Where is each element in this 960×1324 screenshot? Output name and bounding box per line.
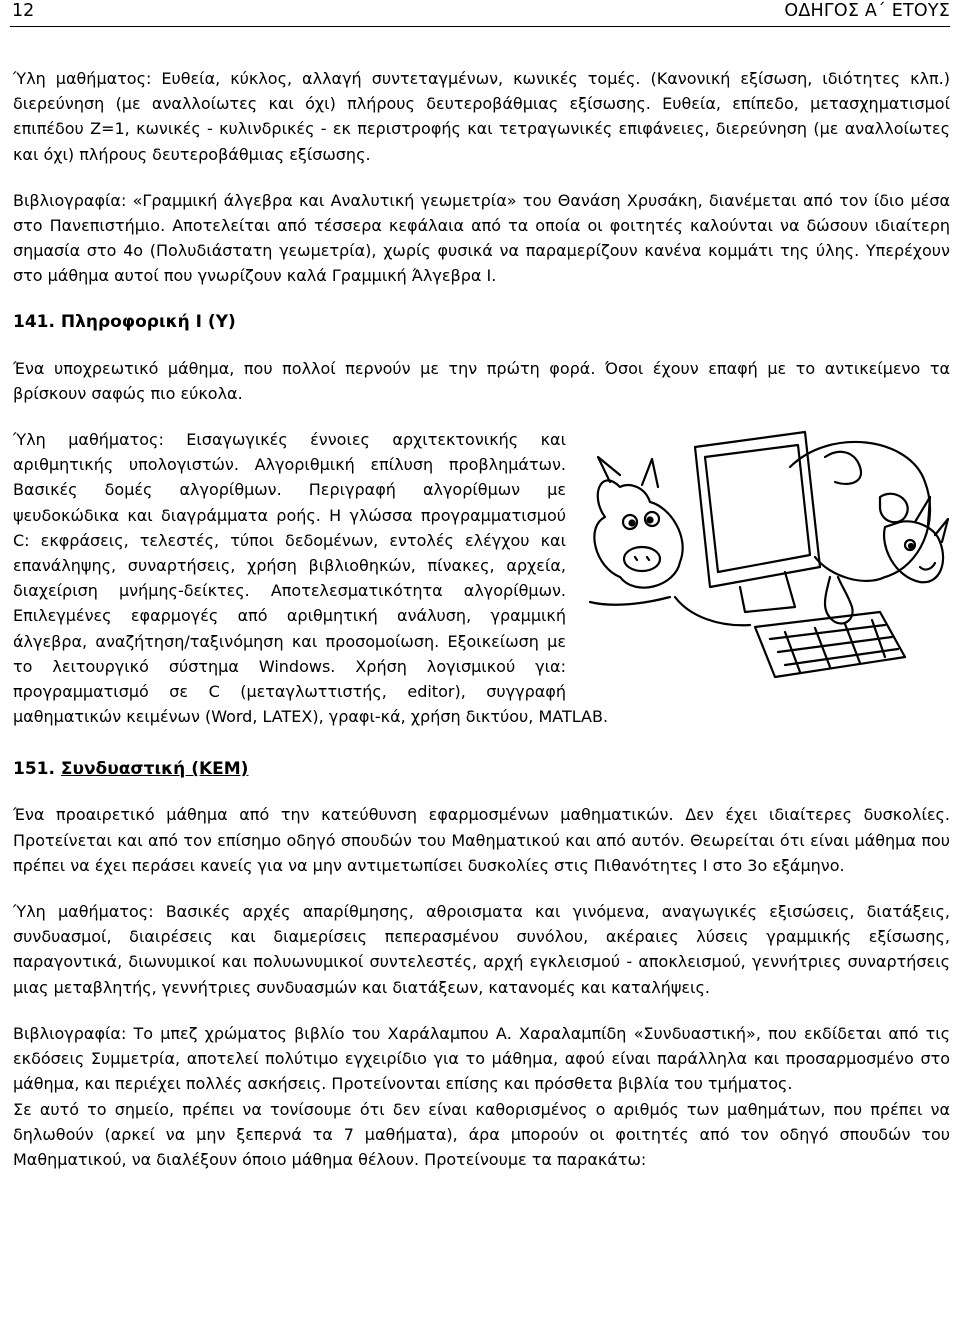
paragraph-syllabus-informatics: Ύλη μαθήματος: Εισαγωγικές έννοιες αρχιτεκτονικής και αριθμητικής υπολογιστών. Αλγοριθμική επίλυση προβλημάτων. Βασικές δομές αλγορίθμων. Περιγραφή αλγορίθμων με ψευδοκώδικα και διαγράμματα ροής. Η γλώσσα προγραμματισμού C: εκφράσεις, τελεστές, τύποι δεδομένων, εντολές ελέγχου και επανάληψης, συναρτήσεις, χρήση βιβλιοθηκών, πίνακες, αρχεία, διαχείριση μνήμης-δείκτες. Αποτελεσματικότητα αλγορίθμων. Επιλεγμένες εφαρμογές από αριθμητική ανάλυση, γραμμική άλγεβρα, αναζήτηση/ταξινόμηση και προσομοίωση. Εξοικείωση με το λειτουργικό σύστημα Windows. Χρήση λογισμικού για: προγραμματισμό σε C (μεταγλωττιστής, editor), συγγραφή μαθηματικών κειμένων (Word, LATEX), γραφι-κά, χρήση δικτύου, MATLAB. [13, 430, 609, 727]
section-number: 151. [13, 759, 55, 780]
cartoon-illustration [580, 427, 950, 685]
page-header [10, 0, 950, 27]
paragraph-intro-combinatorics: Ένα προαιρετικό μάθημα από την κατεύθυνση εφαρμοσμένων μαθηματικών. Δεν έχει ιδιαίτερες δυσκολίες. Προτείνεται και από τον επίσημο οδηγό σπουδών του Μαθηματικού και από αυτόν. Θεωρείται ότι είναι μάθημα που πρέπει να έχει περάσει κανείς για να μην αντιμετωπίσει δυσκολίες στις Πιθανότητες Ι στο 3ο εξάμηνο. [13, 805, 950, 875]
section-title: Συνδυαστική (ΚΕΜ) [60, 759, 249, 780]
page-number: 12 [12, 1, 35, 21]
page-body [13, 66, 950, 1172]
paragraph-syllabus-combinatorics: Ύλη μαθήματος: Βασικές αρχές απαρίθμησης, αθροισματα και γινόμενα, αναγωγικές εξισώσεις, διατάξεις, συνδυασμοί, διαιρέσεις και διαμερίσεις πεπερασμένου συνόλου, ακέραιες λύσεις γραμμικής εξίσωσης, παραγοντικά, διωνυμικοί και πολυωνυμικοί συντελεστές, αρχή εγκλεισμού - αποκλεισμού, γεννήτριες συναρτήσεις μιας μεταβλητής, γεννήτριες συνδυασμών και διατάξεων, κατανομές και καταλήψεις. [13, 902, 950, 997]
paragraph-intro-informatics: Ένα υποχρεωτικό μάθημα, που πολλοί περνούν με την πρώτη φορά. Όσοι έχουν επαφή με το αντικείμενο τα βρίσκουν σαφώς πιο εύκολα. [13, 358, 950, 403]
section-heading-141 [13, 310, 950, 335]
paragraph-bibliography-geometry: Βιβλιογραφία: «Γραμμική άλγεβρα και Αναλυτική γεωμετρία» του Θανάση Χρυσάκη, διανέμεται από τον ίδιο μέσα στο Πανεπιστήμιο. Αποτελείται από τέσσερα κεφάλαια από τα οποία οι φοιτητές καλούνται να δώσουν ιδιαίτερη σημασία στο 4ο (Πολυδιάστατη γεωμετρία), χωρίς φυσικά να παραμερίζουν κανένα κομμάτι της ύλης. Υπερέχουν στο μάθημα αυτοί που γνωρίζουν καλά Γραμμική Άλγεβρα Ι. [13, 190, 950, 286]
section-heading-151 [13, 757, 950, 782]
cow-computer-icon [580, 427, 950, 685]
paragraph-syllabus-geometry: Ύλη μαθήματος: Ευθεία, κύκλος, αλλαγή συντεταγμένων, κωνικές τομές. (Κανονική εξίσωση, ιδιότητες κλπ.) διερεύνηση (με αναλλοίωτες και όχι) πλήρους δευτεροβάθμιας εξίσωσης. Ευθεία, επίπεδο, μετασχηματισμοί επιπέδου Z=1, κωνικές - κυλινδρικές - εκ περιστροφής και τετραγωνικές επιφάνειες, διερεύνηση (με αναλλοίωτες και όχι) πλήρους δευτεροβάθμιας εξίσωσης. [13, 69, 950, 164]
section-title: Πληροφορική Ι (Υ) [60, 311, 236, 332]
running-title: ΟΔΗΓΟΣ Α΄ ΕΤΟΥΣ [784, 1, 950, 21]
paragraph-bibliography-combinatorics: Βιβλιογραφία: Το μπεζ χρώματος βιβλίο του Χαράλαμπου Α. Χαραλαμπίδη «Συνδυαστική», που εκδίδεται από τις εκδόσεις Συμμετρία, αποτελεί πολύτιμο εγχειρίδιο για το μάθημα, αφού είναι παράλληλα και προσαρμοσμένο στο μάθημα, και περιέχει πολλές ασκήσεις. Προτείνονται επίσης και πρόσθετα βιβλία του τμήματος. [13, 1023, 950, 1094]
section-number: 141. [13, 311, 55, 332]
paragraph-course-selection: Σε αυτό το σημείο, πρέπει να τονίσουμε ότι δεν είναι καθορισμένος ο αριθμός των μαθημάτων, που πρέπει να δηλωθούν (αρκεί να μην ξεπερνά τα 7 μαθήματα), άρα μπορούν οι φοιτητές από τον οδηγό σπουδών του Μαθηματικού, να διαλέξουν όποιο μάθημα θέλουν. Προτείνουμε τα παρακάτω: [13, 1099, 950, 1169]
